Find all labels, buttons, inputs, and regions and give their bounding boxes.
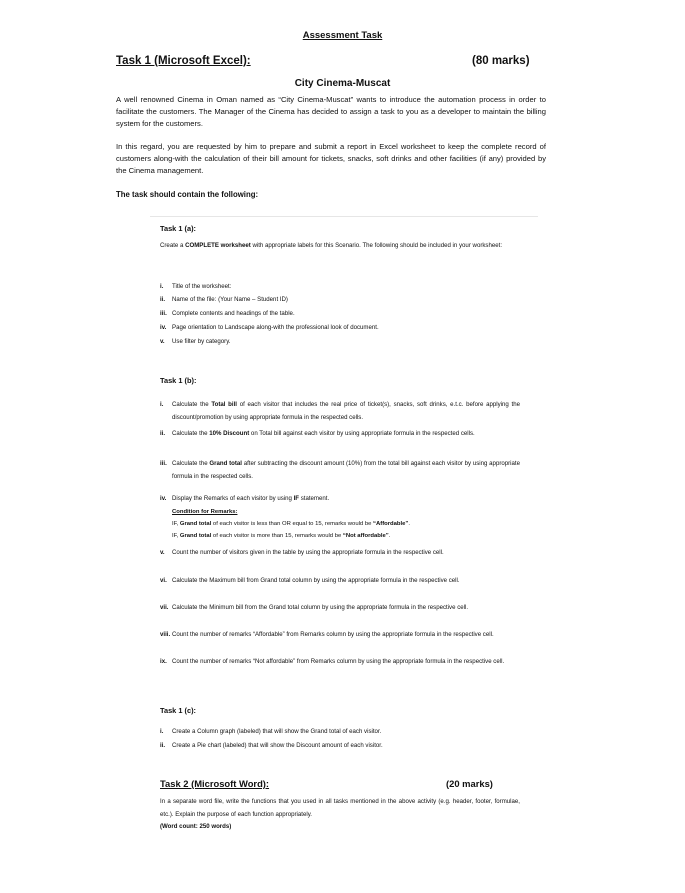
task1b-item-viii: viii. Count the number of remarks “Affordable” from Remarks column by using the appropriate formula in the respective cell. [160,631,494,638]
task1c-item: i. Create a Column graph (labeled) that will show the Grand total of each visitor. [160,728,382,735]
task1a-heading: Task 1 (a): [160,224,197,233]
divider [150,216,538,217]
task1a-item: iv. Page orientation to Landscape along-with the professional look of document. [160,324,379,331]
task1b-item-iii: iii. Calculate the Grand total after subtracting the discount amount (10%) from the total bill against each visitor by using appropriate formula in the respected cells. [160,460,520,480]
scenario-paragraph-1: A well renowned Cinema in Oman named as “City Cinema-Muscat” wants to introduce the automation process in order to facilitate the customers. The Manager of the Cinema has decided to assign a task to you as a developer to maintain the billing system for the customers. [116,95,546,128]
task1a-item: i. Title of the worksheet: [160,283,232,290]
task1c-item: ii. Create a Pie chart (labeled) that will show the Discount amount of each visitor. [160,742,383,749]
task1b-item-vi: vi. Calculate the Maximum bill from Grand total column by using the appropriate formula in the respective cell. [160,577,460,584]
document-title: Assessment Task [302,30,383,41]
scenario-paragraph-2: In this regard, you are requested by him to prepare and submit a report in Excel worksheet to keep the complete record of customers along-with the calculation of their bill amount for tickets, snacks, soft drinks and other facilities (if any) provided by the Cinema management. [116,142,546,175]
task2-heading: Task 2 (Microsoft Word): [160,778,270,789]
task1c-heading: Task 1 (c): [160,706,197,715]
task2-paragraph: In a separate word file, write the functions that you used in all tasks mentioned in the above activity (e.g. header, footer, formulae, etc.). Explain the purpose of each function appropriately. [160,798,520,818]
task1b-item-vii: vii. Calculate the Minimum bill from the Grand total column by using the appropriate formula in the respective cell. [160,604,469,611]
condition-not-affordable: IF, Grand total of each visitor is more than 15, remarks would be “Not affordable”. [172,533,391,539]
task1a-intro: Create a COMPLETE worksheet with appropriate labels for this Scenario. The following should be included in your worksheet: [160,242,503,249]
task1-marks: (80 marks) [472,55,530,67]
task1b-item-i: i. Calculate the Total bill of each visitor that includes the real price of ticket(s), snacks, soft drinks, e.t.c. before applying the discount/promotion by using appropriate formula in the respected cells. [160,401,521,421]
task2-word-count: (Word count: 250 words) [160,823,232,830]
task1a-item: ii. Name of the file: (Your Name – Student ID) [160,296,288,303]
task1a-item: iii. Complete contents and headings of the table. [160,310,295,317]
task1b-item-v: v. Count the number of visitors given in the table by using the appropriate formula in the respective cell. [160,549,444,556]
condition-affordable: IF, Grand total of each visitor is less than OR equal to 15, remarks would be “Affordable”. [172,521,411,527]
task-contents-heading: The task should contain the following: [116,190,259,199]
task1b-heading: Task 1 (b): [160,376,197,385]
task1-heading: Task 1 (Microsoft Excel): [116,55,251,67]
task1a-item: v. Use filter by category. [160,338,231,345]
condition-title: Condition for Remarks: [172,509,238,515]
task1b-item-iv: iv. Display the Remarks of each visitor by using IF statement. [160,495,330,502]
task2-marks: (20 marks) [446,778,493,789]
task1b-item-ix: ix. Count the number of remarks “Not affordable” from Remarks column by using the appropriate formula in the respective cell. [160,658,505,665]
task1b-item-ii: ii. Calculate the 10% Discount on Total bill against each visitor by using appropriate formula in the respected cells. [160,430,475,437]
scenario-title: City Cinema-Muscat [294,78,391,89]
